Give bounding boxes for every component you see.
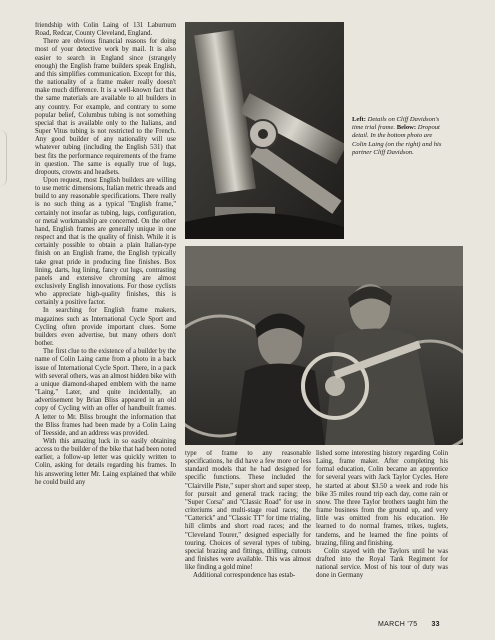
page-number: 33 bbox=[431, 621, 440, 628]
builders-photo bbox=[185, 246, 463, 445]
article-column-1 bbox=[35, 22, 176, 626]
paragraph: The first clue to the existence of a builder by the name of Colin Laing came from a photo in a back issue of International Cycle Sport. There, in a pack with several others, was an almost hidden bike with a unique diamond-shaped emblem with the name "Laing." Later, and quite incidentally, an advertisement by Brian Bliss appeared in an old copy of Cycling with an offer of handbuilt frames. A letter to Mr. Bliss brought the information that the Bliss frames had been made by a Colin Laing of Teesside, and an address was provided. bbox=[35, 348, 176, 437]
paragraph: In searching for English frame makers, magazines such as International Cycle Sport and Cycling often provide important clues. Some builders even advertise, but many others don't bother. bbox=[35, 307, 176, 348]
article-column-2 bbox=[185, 450, 311, 628]
caption-below-label: Below: bbox=[396, 124, 417, 132]
caption-below-text: Dropout detail. In the bottom photo are Colin Laing (on the right) and his partner Cliff Davidson. bbox=[352, 124, 442, 156]
page-edge-mark bbox=[0, 130, 7, 186]
paragraph: There are obvious financial reasons for doing most of your detective work by mail. It is also easier to search in England since (strangely enough) the English frame builders speak English, and this simplifies communication. Except for this, the nationality of a frame maker really doesn't make much difference. It is a well-known fact that the same materials are available to all builders in any country. For example, and contrary to some popular belief, Columbus tubing is not something special that is available only to the Italians, and Super Vitus tubing is not restricted to the French. Any good builder of any nationality will use whatever tubing (including the English 531) that best fits the performance requirements of the frame in question. The same is equally true of lugs, dropouts, crowns and headsets. bbox=[35, 38, 176, 176]
paragraph: friendship with Colin Laing of 131 Laburnum Road, Redcar, County Cleveland, England. bbox=[35, 22, 176, 38]
page-footer bbox=[378, 621, 440, 628]
paragraph: Additional correspondence has estab- bbox=[193, 572, 296, 580]
caption-left-text: Details on Cliff Davidson's time trial frame. bbox=[352, 116, 440, 132]
paragraph: Upon request, most English builders are willing to use metric dimensions, Italian metric threads and build to any reasonable specifications. There really is no such thing as a typical "English frame," certainly not insofar as tubing, lugs, configuration, or metal workmanship are concerned. On the other hand, English frames are generally unique in one respect and that is the quality of finish. While it is certainly possible to obtain a plain Italian-type finish on an English frame, the English typically take great pride in producing fine finishes. Box lining, darts, lug lining, fancy cut lugs, contrasting panels and extensive chroming are almost exclusively English innovations. For those cyclists who appreciate high-quality finishes, this is certainly a positive factor. bbox=[35, 176, 176, 307]
paragraph: type of frame to any reasonable specifications, he did have a few more or less standard models that he had designed for specific functions. These included the "Clairville Piste," super short and super steep, for pursuit and general track racing; the "Super Corsa" and "Classic Road" for use in criteriums and multi-stage road races; the "Catterick" and "Classic TT" for time trialing, hill climbs and short road races; and the "Cleveland Tourer," designed especially for touring. Choices of several types of tubing, special brazing and fittings, drilling, cutouts and finishes were available. This was almost like finding a gold mine! bbox=[185, 450, 311, 572]
photo-caption bbox=[352, 116, 448, 157]
frame-detail-photo bbox=[185, 22, 344, 239]
paragraph: With this amazing luck in so easily obtaining access to the builder of the bike that had been noted earlier, a follow-up letter was quickly written to Colin, asking for details regarding his frames. In his answering letter Mr. Laing explained that while he could build any bbox=[35, 437, 176, 486]
issue-date: MARCH '75 bbox=[378, 621, 418, 628]
article-column-3 bbox=[316, 450, 448, 620]
caption-left-label: Left: bbox=[352, 116, 366, 123]
paragraph: Colin stayed with the Taylors until he was drafted into the Royal Tank Regiment for national service. Most of his tour of duty was done in Germany bbox=[316, 547, 448, 580]
paragraph: lished some interesting history regarding Colin Laing, frame maker. After completing his formal education, Colin became an apprentice for several years with Jack Taylor Cycles. Here he started at about $3.50 a week and rode his bike 35 miles round trip each day, come rain or snow. The three Taylor brothers taught him the frame business from the ground up, and very little was omitted from his education. He learned to do normal frames, trikes, tuglets, tandems, and he learned the fine points of brazing, filing and finishing. bbox=[316, 450, 448, 547]
